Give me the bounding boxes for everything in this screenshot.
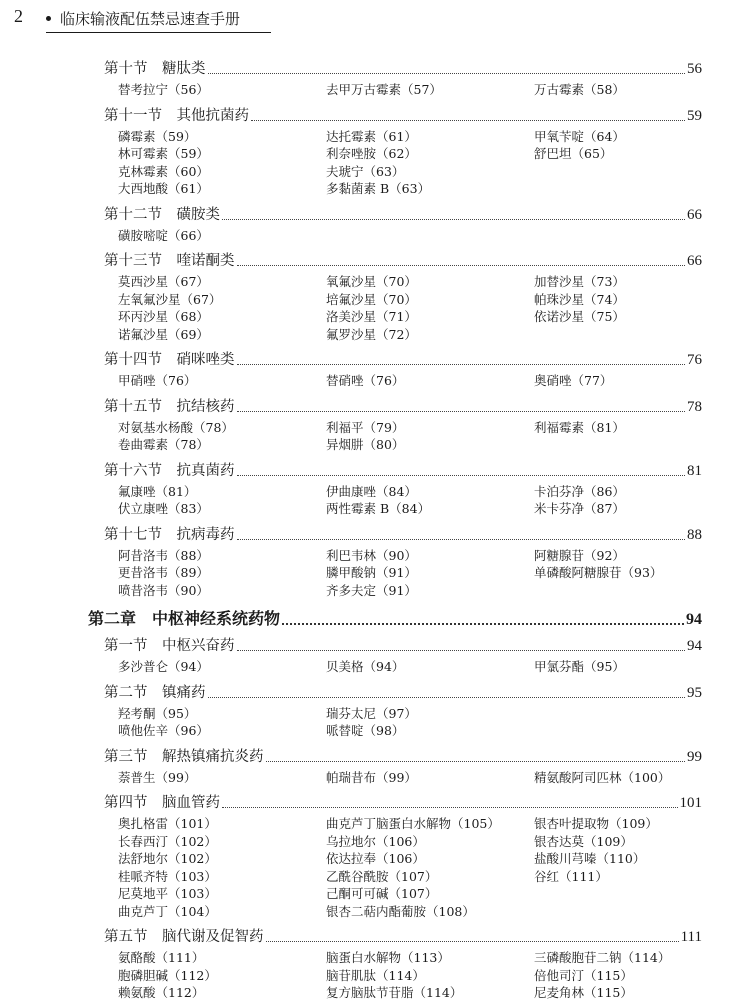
page-ref: 76 — [687, 352, 702, 368]
page-ref: 95 — [687, 684, 702, 701]
drug-entry: 异烟肼（80） — [326, 437, 405, 452]
section-heading-row[interactable] — [104, 396, 702, 416]
section-title: 第十六节 抗真菌药 — [104, 462, 235, 479]
section-heading-row[interactable] — [104, 58, 702, 78]
drug-entry: 阿昔洛韦（88） — [118, 547, 209, 563]
drug-entry: 复方脑肽节苷脂（114） — [326, 985, 463, 1000]
drug-entry: 桂哌齐特（103） — [118, 868, 217, 884]
page-ref: 66 — [687, 253, 702, 269]
toc-section — [0, 524, 750, 600]
section-heading-row[interactable] — [104, 926, 702, 946]
drug-entry: 利奈唑胺（62） — [326, 146, 417, 161]
drug-entry: 帕瑞昔布（99） — [326, 769, 417, 785]
drug-entry: 林可霉素（59） — [118, 146, 209, 161]
page-ref: 101 — [679, 795, 702, 811]
section-heading-row[interactable] — [104, 460, 702, 480]
drug-entry: 左氧氟沙星（67） — [118, 291, 222, 307]
drug-entry: 卷曲霉素（78） — [118, 437, 209, 452]
page-ref: 94 — [686, 611, 702, 628]
drug-list — [118, 547, 750, 600]
section-title: 第三节 解热镇痛抗炎药 — [104, 748, 264, 765]
toc-section — [0, 349, 750, 390]
drug-entry: 培氟沙星（70） — [326, 291, 417, 307]
toc-section — [0, 105, 750, 198]
dot-leader — [237, 364, 686, 365]
header-bullet-dot — [46, 16, 51, 21]
section-heading-row[interactable] — [104, 746, 702, 766]
drug-entry: 更昔洛韦（89） — [118, 565, 209, 580]
empty-cell — [534, 885, 742, 903]
section-heading-row[interactable] — [104, 682, 702, 702]
toc-section — [0, 926, 750, 1002]
chapter-heading-row[interactable] — [88, 605, 702, 629]
empty-cell — [534, 705, 742, 723]
drug-entry: 替硝唑（76） — [326, 373, 405, 388]
drug-entry: 莫西沙星（67） — [118, 274, 209, 289]
drug-entry: 阿糖腺苷（92） — [534, 547, 625, 563]
drug-entry: 膦甲酸钠（91） — [326, 565, 417, 580]
chapter-title: 第二章 中枢神经系统药物 — [88, 609, 281, 628]
empty-cell — [534, 180, 742, 198]
dot-leader — [237, 265, 686, 266]
table-of-contents — [0, 58, 750, 1008]
toc-section — [0, 682, 750, 740]
page-ref: 99 — [687, 748, 702, 765]
drug-entry: 甲硝唑（76） — [118, 373, 197, 388]
drug-entry: 利巴韦林（90） — [326, 547, 417, 563]
section-title: 第四节 脑血管药 — [104, 795, 220, 811]
dot-leader — [266, 761, 686, 762]
drug-entry: 多黏菌素 B（63） — [326, 181, 431, 196]
drug-list — [118, 815, 750, 920]
drug-list — [118, 658, 750, 676]
drug-entry: 加替沙星（73） — [534, 274, 625, 289]
toc-section — [0, 746, 750, 787]
drug-entry: 利福霉素（81） — [534, 419, 625, 435]
drug-entry: 氧氟沙星（70） — [326, 274, 417, 289]
toc-section — [0, 250, 750, 343]
drug-list — [118, 273, 750, 343]
drug-entry: 氟罗沙星（72） — [326, 326, 417, 342]
toc-section — [0, 204, 750, 245]
drug-entry: 环丙沙星（68） — [118, 309, 209, 324]
page-ref: 56 — [687, 61, 702, 77]
page-ref: 59 — [687, 107, 702, 124]
drug-entry: 脑蛋白水解物（113） — [326, 950, 450, 965]
section-heading-row[interactable] — [104, 524, 702, 544]
dot-leader — [237, 650, 686, 651]
empty-cell — [534, 163, 742, 181]
drug-entry: 盐酸川芎嗪（110） — [534, 851, 646, 866]
drug-entry: 依诺沙星（75） — [534, 309, 625, 324]
drug-entry: 脑苷肌肽（114） — [326, 967, 425, 983]
drug-entry: 尼莫地平（103） — [118, 886, 217, 901]
drug-entry: 曲克芦丁（104） — [118, 903, 217, 919]
drug-entry: 达托霉素（61） — [326, 128, 417, 144]
drug-entry: 精氨酸阿司匹林（100） — [534, 769, 671, 785]
drug-entry: 赖氨酸（112） — [118, 985, 205, 1000]
empty-cell — [326, 227, 534, 245]
drug-entry: 伊曲康唑（84） — [326, 483, 417, 499]
empty-cell — [534, 722, 742, 740]
page-ref: 78 — [687, 398, 702, 415]
section-title: 第十七节 抗病毒药 — [104, 526, 235, 543]
section-title: 第二节 镇痛药 — [104, 684, 206, 701]
toc-section — [0, 396, 750, 454]
drug-entry: 胞磷胆碱（112） — [118, 967, 217, 983]
toc-chapter — [0, 605, 750, 629]
section-title: 第十一节 其他抗菌药 — [104, 107, 249, 124]
dot-leader — [237, 411, 686, 412]
drug-entry: 对氨基水杨酸（78） — [118, 419, 234, 435]
dot-leader — [266, 941, 679, 942]
page-ref: 88 — [687, 526, 702, 543]
page-number: 2 — [14, 6, 23, 26]
drug-list — [118, 128, 750, 198]
drug-entry: 氨酪酸（111） — [118, 950, 205, 965]
dot-leader — [282, 623, 684, 625]
drug-entry: 依达拉奉（106） — [326, 851, 425, 866]
section-heading-row[interactable] — [104, 792, 702, 812]
toc-section — [0, 792, 750, 920]
drug-entry: 己酮可可碱（107） — [326, 886, 438, 901]
drug-entry: 银杏达莫（109） — [534, 833, 633, 849]
drug-list — [118, 949, 750, 1002]
drug-entry: 伏立康唑（83） — [118, 501, 209, 516]
section-title: 第十三节 喹诺酮类 — [104, 253, 235, 269]
drug-entry: 克林霉素（60） — [118, 163, 209, 179]
toc-section — [0, 635, 750, 676]
drug-list — [118, 227, 750, 245]
page-ref: 94 — [687, 638, 702, 654]
drug-list — [118, 419, 750, 454]
section-title: 第十五节 抗结核药 — [104, 398, 235, 415]
section-heading-row[interactable] — [104, 250, 702, 270]
section-title: 第五节 脑代谢及促智药 — [104, 929, 264, 945]
drug-entry: 喷昔洛韦（90） — [118, 582, 209, 598]
drug-entry: 洛美沙星（71） — [326, 309, 417, 324]
section-title: 第一节 中枢兴奋药 — [104, 638, 235, 654]
drug-entry: 倍他司汀（115） — [534, 967, 633, 983]
section-heading-row[interactable] — [104, 204, 702, 224]
section-heading-row[interactable] — [104, 635, 702, 655]
empty-cell — [534, 903, 742, 921]
empty-cell — [534, 326, 742, 344]
empty-cell — [534, 436, 742, 454]
drug-list — [118, 372, 750, 390]
drug-entry: 曲克芦丁脑蛋白水解物（105） — [326, 816, 500, 831]
drug-entry: 氟康唑（81） — [118, 483, 197, 499]
drug-entry: 乙酰谷酰胺（107） — [326, 868, 438, 884]
drug-entry: 萘普生（99） — [118, 769, 197, 785]
drug-entry: 喷他佐辛（96） — [118, 723, 209, 738]
drug-entry: 磺胺嘧啶（66） — [118, 227, 209, 243]
drug-entry: 长春西汀（102） — [118, 833, 217, 849]
drug-entry: 银杏叶提取物（109） — [534, 816, 658, 831]
drug-entry: 法舒地尔（102） — [118, 851, 217, 866]
book-title: 临床输液配伍禁忌速查手册 — [60, 10, 241, 28]
dot-leader — [208, 73, 686, 74]
drug-list — [118, 705, 750, 740]
dot-leader — [222, 807, 678, 808]
section-title: 第十节 糖肽类 — [104, 61, 206, 77]
drug-entry: 单磷酸阿糖腺苷（93） — [534, 565, 663, 580]
drug-entry: 米卡芬净（87） — [534, 501, 625, 516]
drug-entry: 甲氯芬酯（95） — [534, 659, 625, 674]
drug-entry: 舒巴坦（65） — [534, 146, 613, 161]
drug-entry: 尼麦角林（115） — [534, 985, 633, 1000]
drug-entry: 卡泊芬净（86） — [534, 483, 625, 499]
header-rule — [46, 32, 271, 33]
drug-entry: 大西地酸（61） — [118, 181, 209, 196]
drug-entry: 万古霉素（58） — [534, 82, 625, 97]
drug-entry: 去甲万古霉素（57） — [326, 82, 442, 97]
section-heading-row[interactable] — [104, 105, 702, 125]
toc-section — [0, 460, 750, 518]
empty-cell — [534, 582, 742, 600]
empty-cell — [534, 227, 742, 245]
drug-list — [118, 769, 750, 787]
drug-entry: 奥硝唑（77） — [534, 373, 613, 388]
dot-leader — [222, 219, 685, 220]
drug-entry: 银杏二萜内酯葡胺（108） — [326, 903, 475, 919]
dot-leader — [251, 120, 685, 121]
page-ref: 81 — [687, 462, 702, 479]
drug-entry: 乌拉地尔（106） — [326, 833, 425, 849]
drug-entry: 哌替啶（98） — [326, 723, 405, 738]
drug-entry: 甲氧苄啶（64） — [534, 128, 625, 144]
drug-entry: 多沙普仑（94） — [118, 659, 209, 674]
drug-entry: 两性霉素 B（84） — [326, 501, 431, 516]
drug-entry: 瑞芬太尼（97） — [326, 705, 417, 721]
page-ref: 66 — [687, 206, 702, 223]
drug-list — [118, 81, 750, 99]
drug-list — [118, 483, 750, 518]
dot-leader — [237, 539, 686, 540]
section-title: 第十四节 硝咪唑类 — [104, 352, 235, 368]
drug-entry: 诺氟沙星（69） — [118, 326, 209, 342]
drug-entry: 磷霉素（59） — [118, 128, 197, 144]
drug-entry: 三磷酸胞苷二钠（114） — [534, 950, 671, 965]
page-header — [0, 0, 750, 40]
section-heading-row[interactable] — [104, 349, 702, 369]
drug-entry: 齐多夫定（91） — [326, 582, 417, 598]
section-title: 第十二节 磺胺类 — [104, 206, 220, 223]
drug-entry: 利福平（79） — [326, 419, 405, 435]
toc-section — [0, 58, 750, 99]
dot-leader — [237, 475, 686, 476]
drug-entry: 谷红（111） — [534, 868, 608, 884]
drug-entry: 羟考酮（95） — [118, 705, 197, 721]
drug-entry: 奥扎格雷（101） — [118, 816, 217, 831]
drug-entry: 替考拉宁（56） — [118, 82, 209, 97]
drug-entry: 夫琥宁（63） — [326, 163, 405, 179]
drug-entry: 帕珠沙星（74） — [534, 291, 625, 307]
drug-entry: 贝美格（94） — [326, 659, 405, 674]
dot-leader — [208, 697, 686, 698]
page-ref: 111 — [680, 929, 702, 945]
